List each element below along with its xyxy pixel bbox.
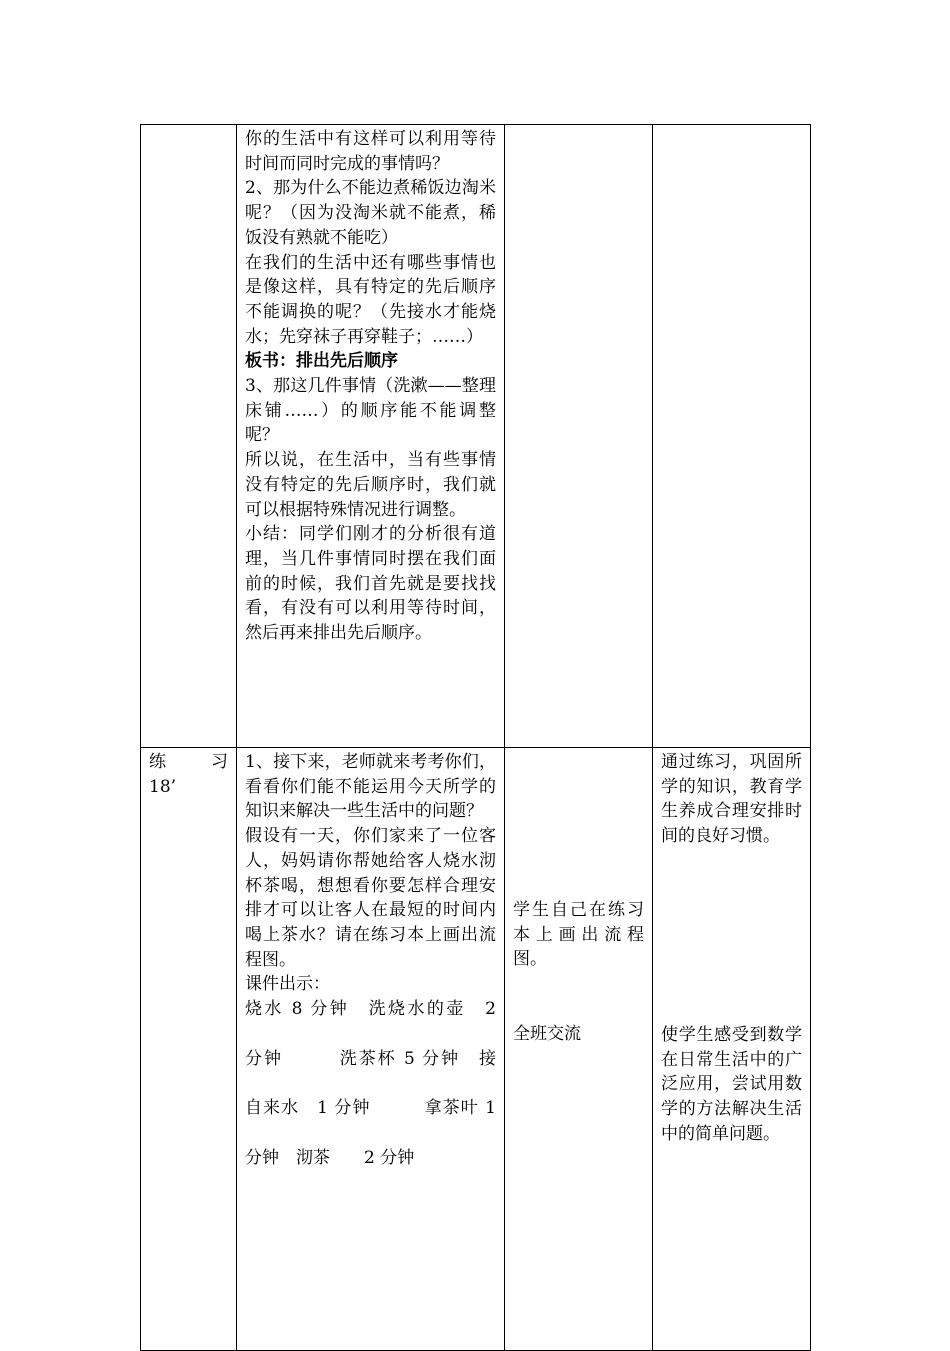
paragraph: 你的生活中有这样可以利用等待时间而同时完成的事情吗？ — [245, 129, 496, 174]
task-line: 分钟 洗茶杯 5 分钟 接 — [245, 1048, 496, 1069]
table-row — [141, 748, 811, 1351]
design-intent-cell — [653, 125, 811, 748]
paragraph: 在我们的生活中还有哪些事情也是像这样，具有特定的先后顺序不能调换的呢？（先接水才能烧水；先穿袜子再穿鞋子；……） — [245, 252, 496, 347]
summary-paragraph: 小结：同学们刚才的分析很有道理，当几件事情同时摆在我们面前的时候，我们首先就是要找找看，有没有可以利用等待时间，然后再来排出先后顺序。 — [245, 524, 496, 644]
class-exchange-text: 全班交流 — [513, 1024, 581, 1045]
teacher-activity-cell — [237, 748, 505, 1351]
board-writing-heading: 板书：排出先后顺序 — [245, 351, 398, 372]
paragraph: 课件出示： — [245, 974, 330, 995]
student-activity-cell — [505, 748, 653, 1351]
paragraph: 3、那这几件事情（洗漱——整理床铺……）的顺序能不能调整呢？ — [245, 376, 496, 446]
paragraph: 1、接下来，老师就来考考你们，看看你们能不能运用今天所学的知识来解决一些生活中的问题？ — [245, 752, 496, 822]
design-goal-text: 使学生感受到数学在日常生活中的广泛应用，尝试用数学的方法解决生活中的简单问题。 — [661, 1024, 802, 1144]
paragraph: 2、那为什么不能边煮稀饭边淘米呢？（因为没淘米就不能煮，稀饭没有熟就不能吃） — [245, 178, 496, 248]
stage-duration: 18’ — [149, 776, 177, 797]
student-activity-text: 学生自己在练习本上画出流程图。 — [513, 900, 644, 970]
stage-cell — [141, 748, 237, 1351]
student-activity-cell — [505, 125, 653, 748]
courseware-task-list — [245, 997, 496, 1171]
teacher-activity-cell — [237, 125, 505, 748]
lesson-plan-table — [140, 124, 811, 1351]
stage-cell — [141, 125, 237, 748]
stage-name: 练 习 — [149, 752, 228, 772]
task-line: 自来水 1 分钟 拿茶叶 1 — [245, 1098, 496, 1119]
task-line: 分钟 沏茶 2 分钟 — [245, 1148, 415, 1169]
paragraph: 假设有一天，你们家来了一位客人，妈妈请你帮她给客人烧水沏杯茶喝，想想看你要怎样合理安排才可以让客人在最短的时间内喝上茶水？请在练习本上画出流程图。 — [245, 826, 496, 970]
design-intent-cell — [653, 748, 811, 1351]
task-line: 烧水 8 分钟 洗烧水的壶 2 — [245, 999, 496, 1020]
paragraph: 所以说，在生活中，当有些事情没有特定的先后顺序时，我们就可以根据特殊情况进行调整。 — [245, 450, 496, 520]
design-goal-text: 通过练习，巩固所学的知识，教育学生养成合理安排时间的良好习惯。 — [661, 752, 802, 847]
table-row — [141, 125, 811, 748]
